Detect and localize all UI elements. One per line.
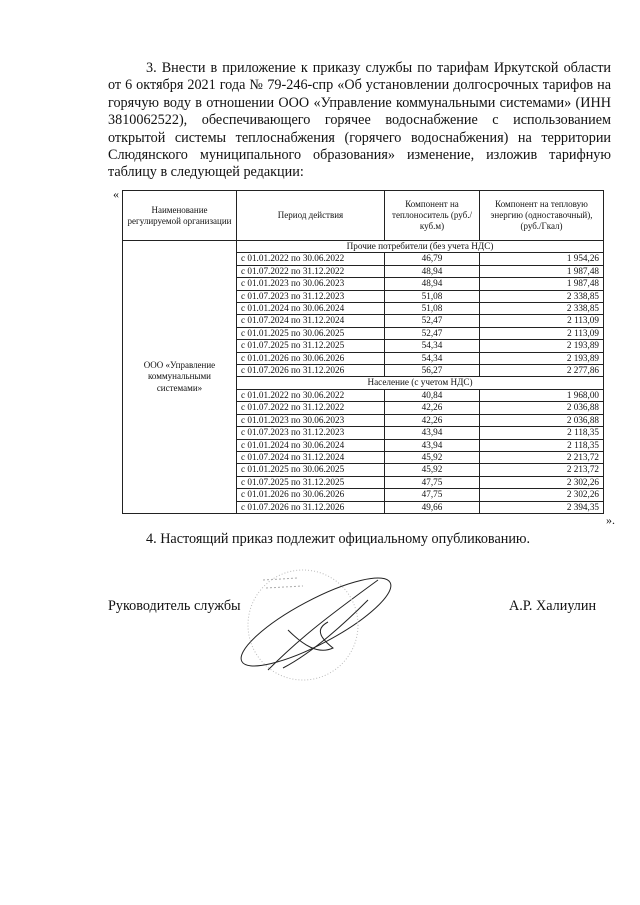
energy-cell: 2 036,88 [480,402,604,414]
handwritten-signature [228,560,398,695]
period-cell: с 01.07.2023 по 31.12.2023 [237,427,385,439]
opening-quote: « [113,187,119,201]
energy-cell: 1 968,00 [480,389,604,401]
carrier-cell: 52,47 [385,327,480,339]
carrier-cell: 47,75 [385,476,480,488]
carrier-cell: 54,34 [385,352,480,364]
energy-cell: 2 193,89 [480,352,604,364]
energy-cell: 2 338,85 [480,290,604,302]
carrier-cell: 42,26 [385,414,480,426]
carrier-cell: 48,94 [385,278,480,290]
energy-cell: 2 394,35 [480,501,604,513]
paragraph-3: 3. Внести в приложение к приказу службы по тарифам Иркутской области от 6 октября 2021 года № 79-246-спр «Об установлении долгосрочных тарифов на горячую воду в отношении ООО «Управление коммунальными системами» (ИНН 3810062522), обеспечивающего горячее водоснабжение с использованием открытой системы теплоснабжения (горячего водоснабжения) на территории Слюдянского муниципального образования» изменение, изложив тарифную таблицу в следующей редакции: [108,60,611,181]
period-cell: с 01.01.2022 по 30.06.2022 [237,389,385,401]
energy-cell: 2 302,26 [480,489,604,501]
energy-cell: 2 302,26 [480,476,604,488]
period-cell: с 01.07.2023 по 31.12.2023 [237,290,385,302]
closing-quote: ». [606,513,615,527]
carrier-cell: 54,34 [385,340,480,352]
carrier-cell: 48,94 [385,265,480,277]
carrier-cell: 46,79 [385,253,480,265]
period-cell: с 01.07.2022 по 31.12.2022 [237,265,385,277]
energy-cell: 2 118,35 [480,427,604,439]
energy-cell: 2 213,72 [480,464,604,476]
period-cell: с 01.01.2026 по 30.06.2026 [237,489,385,501]
header-carrier: Компонент на теплоноситель (руб./куб.м) [385,191,480,241]
period-cell: с 01.07.2022 по 31.12.2022 [237,402,385,414]
signatory-name: А.Р. Халиулин [509,598,597,614]
header-org: Наименование регулируемой организации [123,191,237,241]
energy-cell: 2 113,09 [480,327,604,339]
energy-cell: 2 338,85 [480,303,604,315]
carrier-cell: 40,84 [385,389,480,401]
carrier-cell: 42,26 [385,402,480,414]
group-header-row [123,241,604,253]
period-cell: с 01.01.2024 по 30.06.2024 [237,439,385,451]
consumer-group-title: Население (с учетом НДС) [237,377,604,389]
period-cell: с 01.07.2026 по 31.12.2026 [237,365,385,377]
period-cell: с 01.01.2026 по 30.06.2026 [237,352,385,364]
paragraph-4: 4. Настоящий приказ подлежит официальному опубликованию. [146,531,531,547]
carrier-cell: 45,92 [385,451,480,463]
energy-cell: 2 036,88 [480,414,604,426]
period-cell: с 01.07.2024 по 31.12.2024 [237,315,385,327]
energy-cell: 2 118,35 [480,439,604,451]
header-period: Период действия [237,191,385,241]
period-cell: с 01.07.2026 по 31.12.2026 [237,501,385,513]
carrier-cell: 49,66 [385,501,480,513]
energy-cell: 2 193,89 [480,340,604,352]
consumer-group-title: Прочие потребители (без учета НДС) [237,241,604,253]
energy-cell: 1 987,48 [480,278,604,290]
carrier-cell: 43,94 [385,439,480,451]
tariff-table [122,190,604,514]
period-cell: с 01.01.2025 по 30.06.2025 [237,327,385,339]
organization-name: ООО «Управление коммунальными системами» [123,241,237,514]
period-cell: с 01.01.2023 по 30.06.2023 [237,414,385,426]
carrier-cell: 51,08 [385,303,480,315]
carrier-cell: 52,47 [385,315,480,327]
energy-cell: 2 277,86 [480,365,604,377]
table-header-row [123,191,604,241]
energy-cell: 1 987,48 [480,265,604,277]
carrier-cell: 43,94 [385,427,480,439]
carrier-cell: 56,27 [385,365,480,377]
energy-cell: 2 213,72 [480,451,604,463]
period-cell: с 01.01.2023 по 30.06.2023 [237,278,385,290]
energy-cell: 1 954,26 [480,253,604,265]
period-cell: с 01.07.2025 по 31.12.2025 [237,476,385,488]
signatory-title: Руководитель службы [108,598,241,614]
carrier-cell: 45,92 [385,464,480,476]
energy-cell: 2 113,09 [480,315,604,327]
period-cell: с 01.07.2024 по 31.12.2024 [237,451,385,463]
carrier-cell: 47,75 [385,489,480,501]
period-cell: с 01.01.2024 по 30.06.2024 [237,303,385,315]
period-cell: с 01.01.2025 по 30.06.2025 [237,464,385,476]
period-cell: с 01.07.2025 по 31.12.2025 [237,340,385,352]
period-cell: с 01.01.2022 по 30.06.2022 [237,253,385,265]
header-energy: Компонент на тепловую энергию (одноставочный), (руб./Гкал) [480,191,604,241]
carrier-cell: 51,08 [385,290,480,302]
